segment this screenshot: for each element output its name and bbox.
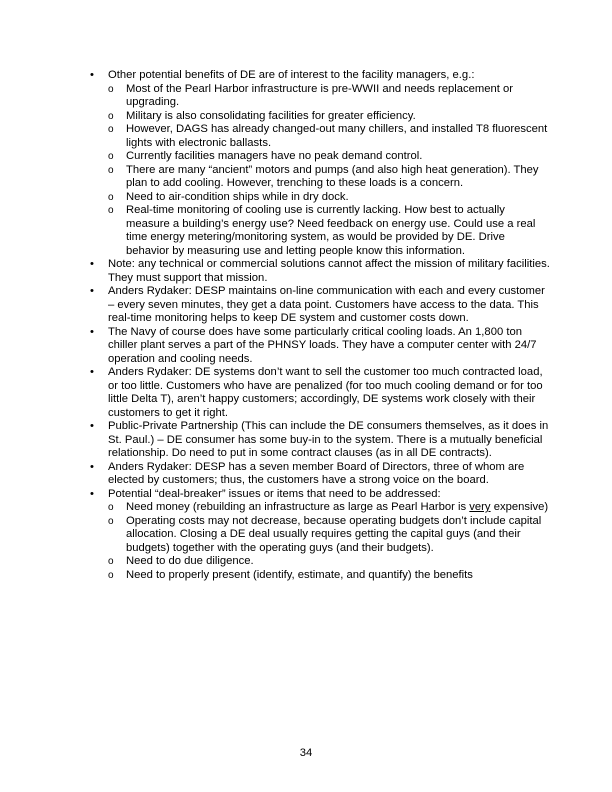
sub-item: [108, 164, 550, 191]
bullet-marker: •: [90, 460, 94, 473]
bullet-item: [90, 420, 550, 461]
sub-list: [108, 501, 550, 582]
sub-item-text: However, DAGS has already changed-out many chillers, and installed T8 fluorescent lights with electronic ballasts.: [126, 123, 548, 149]
sub-item-text: Need to properly present (identify, estimate, and quantify) the benefits: [126, 568, 473, 581]
sub-bullet-marker: o: [108, 83, 114, 95]
bullet-text: Note: any technical or commercial solutions cannot affect the mission of military facilities. They must support that mission.: [108, 258, 550, 284]
sub-item-text: Currently facilities managers have no peak demand control.: [126, 150, 423, 162]
sub-bullet-marker: o: [108, 164, 114, 176]
sub-item: [108, 501, 550, 515]
sub-bullet-marker: o: [108, 502, 114, 513]
sub-item: [108, 569, 550, 583]
sub-item: [108, 123, 550, 150]
page-number: 34: [299, 747, 313, 759]
bullet-item: [90, 285, 550, 326]
bullet-text: Anders Rydaker: DE systems don’t want to sell the customer too much contracted load, or too little. Customers who have are penalized (for too much cooling demand or for too little Delta T), aren’t happy customers; accordingly, DE systems work closely with their customers to get it right.: [108, 366, 543, 419]
sub-bullet-marker: o: [108, 569, 114, 581]
bullet-marker: •: [90, 258, 94, 270]
sub-bullet-marker: o: [108, 124, 114, 135]
bullet-marker: •: [90, 420, 94, 432]
sub-item: [108, 515, 550, 556]
sub-bullet-marker: o: [108, 151, 114, 162]
bullet-list: [90, 69, 550, 582]
bullet-marker: •: [90, 487, 94, 500]
sub-item: [108, 555, 550, 569]
sub-bullet-marker: o: [108, 515, 114, 527]
sub-item-text: expensive): [490, 501, 549, 513]
sub-item: [108, 110, 550, 124]
sub-item-text: Need money (rebuilding an infrastructure as large as Pearl Harbor is: [126, 501, 470, 513]
sub-bullet-marker: o: [108, 205, 114, 216]
bullet-item: [90, 488, 550, 583]
sub-item: [108, 83, 550, 110]
bullet-item: [90, 258, 550, 285]
sub-item-text: Need to do due diligence.: [126, 555, 254, 567]
bullet-text: Potential “deal-breaker” issues or items that need to be addressed:: [108, 487, 441, 500]
sub-list: [108, 83, 550, 259]
sub-item-text: There are many “ancient” motors and pumps (and also high heat generation). They plan to add cooling. However, trenching to these loads is a concern.: [126, 163, 539, 189]
sub-item-text: Real-time monitoring of cooling use is currently lacking. How best to actually measure a building’s energy use? Need feedback on energy use. Could use a real time energy metering/monitoring system, as would be provided by DE. Drive behavior by measuring use and letting people know this information.: [126, 204, 536, 257]
bullet-text: Anders Rydaker: DESP maintains on-line communication with each and every customer – every seven minutes, they get a data point. Customers have access to the data. This real-time monitoring helps to keep DE system and customer costs down.: [108, 285, 545, 324]
bullet-item: [90, 461, 550, 488]
sub-item-text: Most of the Pearl Harbor infrastructure is pre-WWII and needs replacement or upgrading.: [126, 82, 514, 108]
sub-item-text: Need to air-condition ships while in dry dock.: [126, 190, 349, 203]
bullet-marker: •: [90, 285, 94, 297]
sub-item: [108, 204, 550, 258]
sub-bullet-marker: o: [108, 110, 114, 122]
bullet-text: Other potential benefits of DE are of interest to the facility managers, e.g.:: [108, 69, 475, 81]
sub-item: [108, 150, 550, 164]
sub-item-text: Military is also consolidating facilities for greater efficiency.: [126, 109, 416, 122]
bullet-marker: •: [90, 366, 94, 378]
bullet-marker: •: [90, 325, 94, 338]
bullet-item: [90, 326, 550, 367]
sub-item-text: Operating costs may not decrease, because operating budgets don’t include capital allocation. Closing a DE deal usually requires getting the capital guys (and their budgets) together with the operating guys (and their budgets).: [126, 514, 542, 554]
sub-item: [108, 191, 550, 205]
bullet-item: [90, 366, 550, 420]
sub-bullet-marker: o: [108, 191, 114, 203]
bullet-text: Public-Private Partnership (This can include the DE consumers themselves, as it does in St. Paul.) – DE consumer has some buy-in to the system. There is a mutually beneficial relationship. Do need to put in some contract clauses (as in all DE contracts).: [108, 420, 549, 459]
emphasis-underline: very: [469, 501, 491, 513]
document-body: [90, 69, 550, 582]
bullet-item: [90, 69, 550, 258]
bullet-text: The Navy of course does have some particularly critical cooling loads. An 1,800 ton chiller plant serves a part of the PHNSY loads. They have a computer center with 24/7 operation and cooling needs.: [108, 325, 537, 365]
bullet-text: Anders Rydaker: DESP has a seven member Board of Directors, three of whom are elected by customers; thus, the customers have a strong voice on the board.: [108, 460, 525, 486]
bullet-marker: •: [90, 69, 94, 81]
sub-bullet-marker: o: [108, 556, 114, 567]
